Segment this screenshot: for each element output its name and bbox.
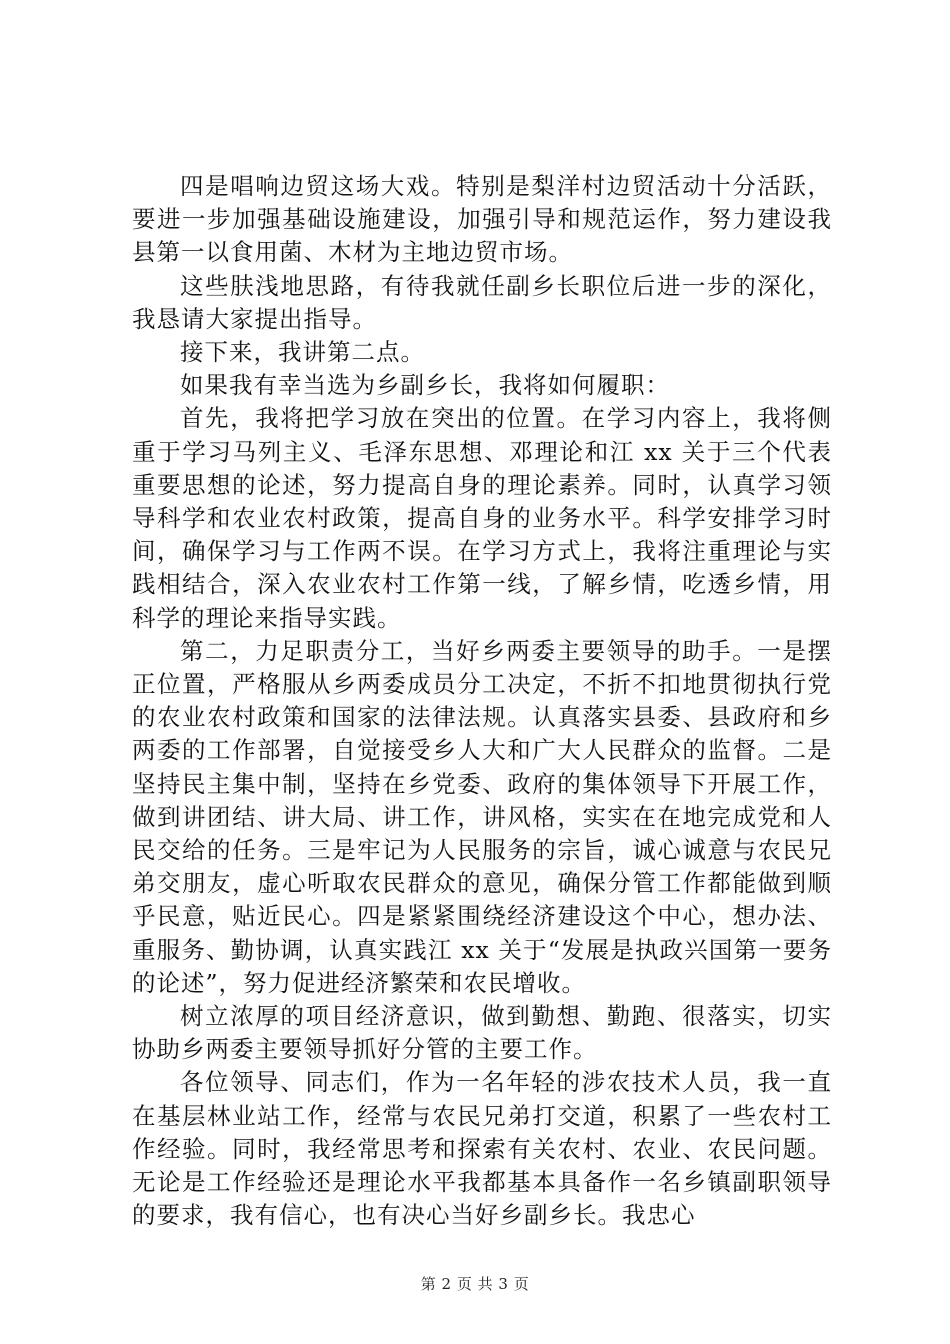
paragraph-how-to-perform: 如果我有幸当选为乡副乡长，我将如何履职： bbox=[180, 371, 670, 400]
paragraph-duties: 第二，力足职责分工，当好乡两委主要领导的助手。一是摆正位置，严格服从乡两委成员分工决定，不折不扣地贯彻执行党的农业农村政策和国家的法律法规。认真落实县委、县政府和乡两委的工作部署，自觉接受乡人大和广大人民群众的监督。二是坚持民主集中制，坚持在乡党委、政府的集体领导下开展工作，做到讲团结、讲大局、讲工作，讲风格，实实在在地完成党和人民交给的任务。三是牢记为人民服务的宗旨，诚心诚意与农民兄弟交朋友，虚心听取农民群众的意见，确保分管工作都能做到顺乎民意，贴近民心。四是紧紧围绕经济建设这个中心，想办法、重服务、勤协调，认真实践江 xx 关于“发展是执政兴国第一要务的论述”，努力促进经济繁荣和农民增收。 bbox=[132, 636, 832, 997]
paragraph-project-economy: 树立浓厚的项目经济意识，做到勤想、勤跑、很落实，切实协助乡两委主要领导抓好分管的主要工作。 bbox=[132, 1002, 832, 1064]
paragraph-second-point: 接下来，我讲第二点。 bbox=[180, 338, 425, 367]
document-body bbox=[132, 170, 832, 1233]
paragraph-request-guidance: 这些肤浅地思路，有待我就任副乡长职位后进一步的深化，我恳请大家提出指导。 bbox=[132, 271, 832, 333]
page-footer: 第 2 页 共 3 页 bbox=[420, 1275, 530, 1293]
paragraph-experience: 各位领导、同志们，作为一名年轻的涉农技术人员，我一直在基层林业站工作，经常与农民兄弟打交道，积累了一些农村工作经验。同时，我经常思考和探索有关农村、农业、农民问题。无论是工作经验还是理论水平我都基本具备作一名乡镇副职领导的要求，我有信心，也有决心当好乡副乡长。我忠心 bbox=[132, 1068, 832, 1230]
paragraph-study-first: 首先，我将把学习放在突出的位置。在学习内容上，我将侧重于学习马列主义、毛泽东思想、邓理论和江 xx 关于三个代表重要思想的论述，努力提高自身的理论素养。同时，认真学习领导科学和农业农村政策，提高自身的业务水平。科学安排学习时间，确保学习与工作两不误。在学习方式上，我将注重理论与实践相结合，深入农业农村工作第一线，了解乡情，吃透乡情，用科学的理论来指导实践。 bbox=[132, 404, 832, 632]
paragraph-border-trade: 四是唱响边贸这场大戏。特别是梨洋村边贸活动十分活跃，要进一步加强基础设施建设，加强引导和规范运作，努力建设我县第一以食用菌、木材为主地边贸市场。 bbox=[132, 172, 832, 267]
